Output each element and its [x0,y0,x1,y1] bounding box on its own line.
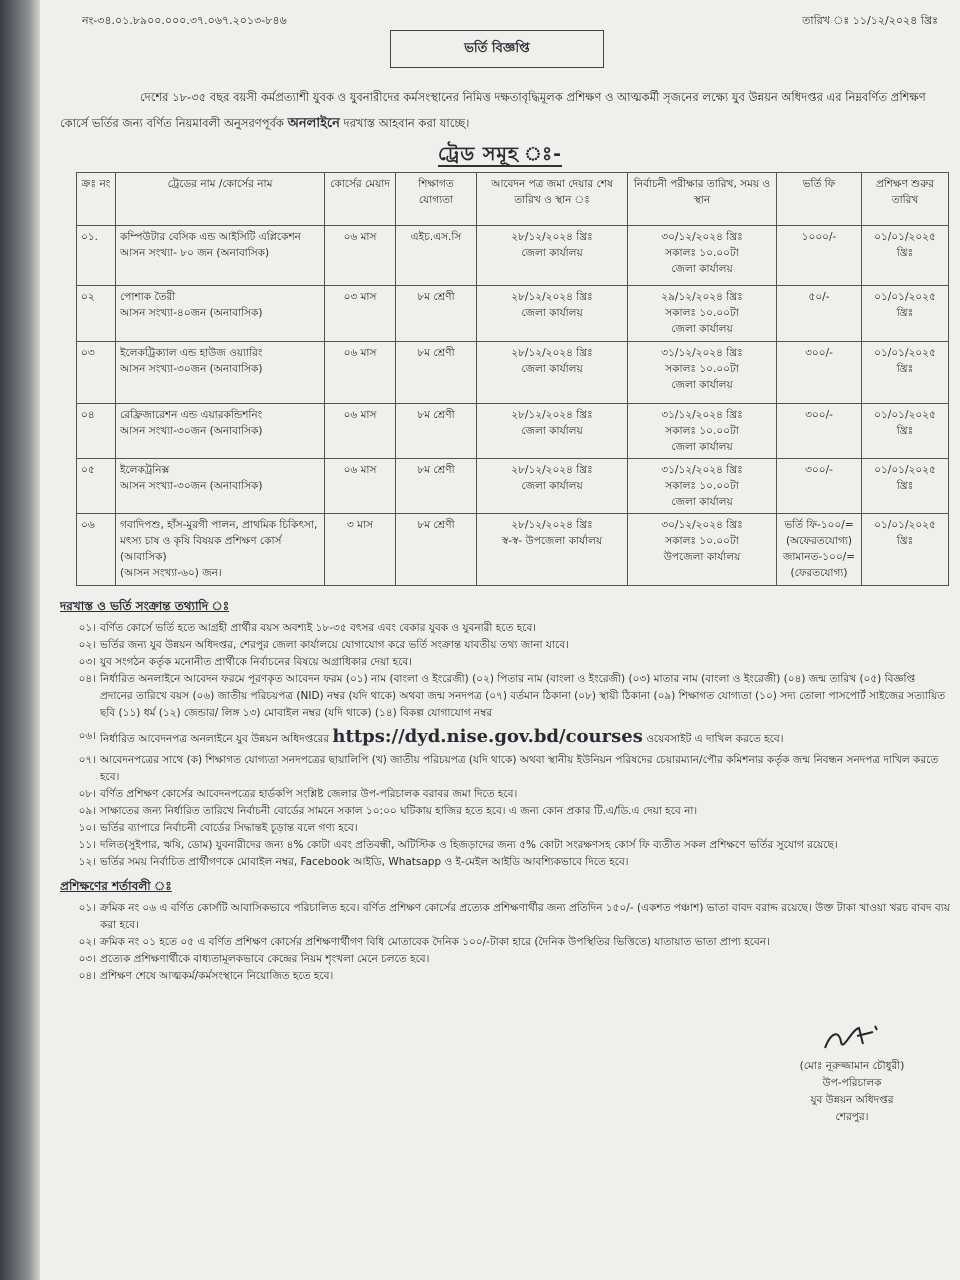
education-text: ৮ম শ্রেণী [417,409,455,421]
header-duration: কোর্সের মেয়াদ [325,173,396,226]
list-item [60,837,950,854]
course-name: ইলেকট্রিক্যাল এন্ড হাউজ ওয়্যারিং [120,347,263,359]
course-seats: আসন সংখ্যা- ৮০ জন (অনাবাসিক) [120,247,270,259]
info-list [60,620,950,722]
reference-number: নং-৩৪.০১.৮৯০০.০০০.৩৭.০৬৭.২০১৩-৮৪৬ [82,14,287,27]
exam-date: ৩১/১২/২০২৪ খ্রিঃ [661,347,743,359]
signature-block [762,1022,942,1126]
cell-serial [77,514,116,586]
cell-education [396,286,477,342]
duration-text: ৩ মাস [347,519,373,531]
list-item [60,968,950,985]
cell-apply [477,286,628,342]
signature-icon [817,1022,887,1056]
courses-url: https://dyd.nise.gov.bd/courses [332,726,643,747]
signatory-name: (মোঃ নূরুজ্জামান চৌধুরী) [799,1060,905,1072]
exam-place: জেলা কার্যালয় [671,441,733,453]
signatory-designation: উপ-পরিচালক [822,1077,882,1089]
list-item [60,728,950,748]
item-number: ০৪। [78,673,96,685]
apply-place: জেলা কার্যালয় [521,247,583,259]
education-text: ৮ম শ্রেণী [417,464,455,476]
cell-course [116,459,325,514]
header-serial: ক্রঃ নং [77,173,116,226]
fee-text: ৩০০/- [805,409,833,421]
header-exam: নির্বাচনী পরীক্ষার তারিখ, সময় ও স্থান [628,173,777,226]
exam-time: সকালঃ ১০.০০টা [665,363,739,375]
item-number: ১০। [78,822,96,834]
list-item [60,671,950,722]
cell-serial [77,404,116,459]
trade-heading [40,140,960,172]
item-text: যুব সংগঠন কর্তৃক মনোনীত প্রার্থীকে নির্বাচনের বিষয়ে অগ্রাধিকার দেয়া হবে। [100,656,413,668]
fee-text: ৫০/- [808,291,830,303]
apply-place: জেলা কার্যালয় [521,480,583,492]
item-text: ক্রমিক নং ০১ হতে ০৫ এ বর্ণিত প্রশিক্ষণ কোর্সের প্রশিক্ষণার্থীগণ বিধি মোতাবেক দৈনিক ১০০/-টাকা হারে (দৈনিক উপস্থিতির ভিত্তিতে) যাতায়াত ভাতা প্রাপ্য হবেন। [100,936,770,948]
cell-apply [477,404,628,459]
cell-education [396,459,477,514]
item-number: ০৩। [78,953,96,965]
start-date: ০১/০১/২০২৫ খ্রিঃ [874,464,936,492]
cell-duration [325,286,396,342]
course-seats: আসন সংখ্যা-৩০জন (অনাবাসিক) [120,480,263,492]
apply-place: স্ব-স্ব- উপজেলা কার্যালয় [501,535,603,547]
start-date: ০১/০১/২০২৫ খ্রিঃ [874,519,936,547]
serial-text: ০১. [81,231,98,243]
cell-course [116,404,325,459]
cell-apply [477,342,628,404]
course-seats: (আসন সংখ্যা-৬০) জন। [120,567,222,579]
duration-text: ০৬ মাস [343,231,377,243]
notice-date: তারিখ ঃ ১১/১২/২০২৪ খ্রিঃ [802,14,938,27]
exam-time: সকালঃ ১০.০০টা [665,307,739,319]
item-text: ক্রমিক নং ০৬ এ বর্ণিত কোর্সটি আবাসিকভাবে পরিচালিত হবে। বর্ণিত প্রশিক্ষণ কোর্সের প্রত্যেক প্রশিক্ষণার্থীর জন্য প্রতিদিন ১৫০/- (একশত পঞ্চাশ) ভাতা বাবদ বরাদ্দ রয়েছে। উক্ত টাকা খাওয়া খরচ বাবদ ব্যয় করা হবে। [100,902,950,931]
fee-text: ৩০০/- [805,464,833,476]
serial-text: ০৬ [81,519,95,531]
intro-text-before: দেশের ১৮-৩৫ বছর বয়সী কর্মপ্রত্যাশী যুবক ও যুবনারীদের কর্মসংস্থানের নিমিত্ত দক্ষতাবৃদ্ধিমূলক প্রশিক্ষণ ও আত্মকর্মী সৃজনের লক্ষ্যে যুব উন্নয়ন অধিদপ্তর এর নিম্নবর্ণিত প্রশিক্ষণ কোর্সে ভর্তির জন্য বর্ণিত নিয়মাবলী অনুসরণপূর্বক [60,90,926,130]
apply-place: জেলা কার্যালয় [521,363,583,375]
cell-education [396,226,477,286]
item-number: ০২। [78,639,96,651]
cell-exam [628,342,777,404]
cell-course [116,286,325,342]
exam-time: সকালঃ ১০.০০টা [665,425,739,437]
signatory-location: শেরপুর। [835,1111,869,1123]
education-text: এইচ.এস.সি [410,231,462,243]
intro-online: অনলাইনে [287,116,340,131]
education-text: ৮ম শ্রেণী [417,519,455,531]
cell-duration [325,404,396,459]
apply-date: ২৮/১২/২০২৪ খ্রিঃ [511,409,593,421]
cell-start [862,404,949,459]
item-text [100,728,950,748]
cell-fee [777,459,862,514]
list-item [60,786,950,803]
list-item [60,934,950,951]
cell-education [396,404,477,459]
cell-apply [477,459,628,514]
table-row [77,226,949,286]
cell-course [116,226,325,286]
item-text: সাক্ষাতের জন্য নির্ধারিত তারিখে নির্বাচনী বোর্ডের সামনে সকাল ১০:০০ ঘটিকায় হাজির হতে হবে। এ জন্য কোন প্রকার টি.এ/ডি.এ দেয়া হবে না। [100,805,698,817]
serial-text: ০৩ [81,347,95,359]
cell-exam [628,226,777,286]
list-item [60,752,950,786]
fee-note-2: (ফেরতযোগ্য) [790,567,848,579]
cell-duration [325,342,396,404]
item-number: ০৯। [78,805,96,817]
cell-fee [777,404,862,459]
exam-time: সকালঃ ১০.০০টা [665,247,739,259]
course-name: কম্পিউটার বেসিক এন্ড আইসিটি এপ্লিকেশন [120,231,301,243]
table-row [77,342,949,404]
apply-date: ২৮/১২/২০২৪ খ্রিঃ [511,231,593,243]
item-number: ০৬। [78,730,96,742]
item-text: আবেদনপত্রের সাথে (ক) শিক্ষাগত যোগ্যতা সনদপত্রের ছায়ালিপি (খ) জাতীয় পরিচয়পত্র (যদি থাকে) অথবা স্থানীয় ইউনিয়ন পরিষদের চেয়ারম্যান/পৌর কমিশনার কর্তৃক জন্ম নিবন্ধন সনদপত্র দাখিল করতে হবে। [100,754,939,783]
fee-text: ৩০০/- [805,347,833,359]
apply-place: জেলা কার্যালয় [521,425,583,437]
signatory-office: যুব উন্নয়ন অধিদপ্তর [810,1094,894,1106]
item-text: বর্ণিত কোর্সে ভর্তি হতে আগ্রহী প্রার্থীর বয়স অবশ্যই ১৮-৩৫ বৎসর এবং বেকার যুবক ও যুবনারী হতে হবে। [100,622,537,634]
apply-date: ২৮/১২/২০২৪ খ্রিঃ [511,464,593,476]
duration-text: ০৬ মাস [343,464,377,476]
photo-edge [0,0,40,1280]
intro-text-after: দরখাস্ত আহবান করা যাচ্ছে। [343,116,470,130]
course-name: ইলেকট্রনিক্স [120,464,170,476]
cell-exam [628,404,777,459]
cell-apply [477,514,628,586]
item-text: বর্ণিত প্রশিক্ষণ কোর্সের আবেদনপত্রের হার্ডকপি সংশ্লিষ্ট জেলার উপ-পরিচালক বরাবর জমা দিতে হবে। [100,788,518,800]
cell-fee [777,286,862,342]
serial-text: ০৪ [81,409,95,421]
info-item-url [60,728,950,748]
start-date: ০১/০১/২০২৫ খ্রিঃ [874,347,936,375]
cell-fee [777,514,862,586]
exam-place: জেলা কার্যালয় [671,323,733,335]
fee-text: ১০০০/- [801,231,837,243]
list-item [60,900,950,934]
cell-serial [77,342,116,404]
start-date: ০১/০১/২০২৫ খ্রিঃ [874,409,936,437]
cell-start [862,459,949,514]
item-number: ০৮। [78,788,96,800]
notice-title: ভর্তি বিজ্ঞপ্তি [390,30,604,68]
list-item [60,854,950,871]
education-text: ৮ম শ্রেণী [417,347,455,359]
exam-date: ৩০/১২/২০২৪ খ্রিঃ [661,231,743,243]
serial-text: ০৫ [81,464,95,476]
exam-place: উপজেলা কার্যালয় [663,551,741,563]
item-text: দলিত(সুইপার, ঋষি, ডোম) যুবনারীদের জন্য ৪% কোটা এবং প্রতিবন্ধী, অটিস্টিক ও হিজড়াদের জন্য ৫% কোটা সংরক্ষণসহ কোর্স ফি ব্যতীত সকল প্রশিক্ষণে ভর্তির সুযোগ রয়েছে। [100,839,838,851]
exam-date: ৩১/১২/২০২৪ খ্রিঃ [661,409,743,421]
fee-text: ভর্তি ফি-১০০/= [784,519,854,531]
url-before: নির্ধারিত আবেদনপত্র অনলাইনে যুব উন্নয়ন অধিদপ্তরের [100,733,330,745]
header-apply: আবেদন পত্র জমা দেয়ার শেষ তারিখ ও স্থান ঃ [477,173,628,226]
item-number: ০৪। [78,970,96,982]
item-number: ১২। [78,856,96,868]
cell-fee [777,226,862,286]
item-number: ০১। [78,902,96,914]
item-number: ০১। [78,622,96,634]
serial-text: ০২ [81,291,95,303]
list-item [60,951,950,968]
header-education: শিক্ষাগত যোগ্যতা [396,173,477,226]
exam-time: সকালঃ ১০.০০টা [665,480,739,492]
item-text: প্রত্যেক প্রশিক্ষণার্থীকে বাধ্যতামূলকভাবে কেন্দ্রের নিয়ম শৃংখলা মেনে চলতে হবে। [100,953,430,965]
table-row [77,404,949,459]
cell-exam [628,286,777,342]
cell-fee [777,342,862,404]
cell-serial [77,459,116,514]
list-item [60,637,950,654]
table-header-row [77,173,949,226]
item-number: ১১। [78,839,96,851]
fee-note: (অফেরতযোগ্য) জামানত-১০০/= [782,535,856,563]
trade-table [76,172,949,586]
item-text: ভর্তির জন্য যুব উন্নয়ন অধিদপ্তর, শেরপুর জেলা কার্যালয়ে যোগাযোগ করে ভর্তি সংক্রান্ত যাবতীয় তথ্য জানা যাবে। [100,639,569,651]
header-fee: ভর্তি ফি [777,173,862,226]
apply-place: জেলা কার্যালয় [521,307,583,319]
duration-text: ০৬ মাস [343,409,377,421]
cell-duration [325,226,396,286]
course-seats: আসন সংখ্যা-৩০জন (অনাবাসিক) [120,363,263,375]
intro-paragraph [60,84,940,137]
apply-date: ২৮/১২/২০২৪ খ্রিঃ [511,519,593,531]
item-number: ০৩। [78,656,96,668]
cell-duration [325,459,396,514]
duration-text: ০৩ মাস [343,291,377,303]
conditions-heading: প্রশিক্ষণের শর্তাবলী ঃ [60,879,172,893]
duration-text: ০৬ মাস [343,347,377,359]
cell-exam [628,514,777,586]
header-start: প্রশিক্ষণ শুরুর তারিখ [862,173,949,226]
info-heading: দরখাস্ত ও ভর্তি সংক্রান্ত তথ্যাদি ঃ [60,599,230,613]
list-item [60,654,950,671]
exam-place: জেলা কার্যালয় [671,263,733,275]
table-row [77,459,949,514]
cell-start [862,514,949,586]
exam-time: সকালঃ ১০.০০টা [665,535,739,547]
table-row [77,286,949,342]
table-row [77,514,949,586]
url-after: ওয়েবসাইট এ দাখিল করতে হবে। [646,733,784,745]
cell-education [396,342,477,404]
exam-place: জেলা কার্যালয় [671,496,733,508]
cell-course [116,514,325,586]
course-seats: আসন সংখ্যা-৪০জন (অনাবাসিক) [120,307,263,319]
education-text: ৮ম শ্রেণী [417,291,455,303]
cell-start [862,226,949,286]
exam-date: ৩১/১২/২০২৪ খ্রিঃ [661,464,743,476]
cell-start [862,286,949,342]
apply-date: ২৮/১২/২০২৪ খ্রিঃ [511,291,593,303]
exam-date: ৩০/১২/২০২৪ খ্রিঃ [661,519,743,531]
cell-course [116,342,325,404]
cell-serial [77,286,116,342]
item-text: প্রশিক্ষণ শেষে আত্মকর্ম/কর্মসংস্থানে নিয়োজিত হতে হবে। [100,970,334,982]
trade-heading-text: ট্রেড সমূহ ঃ- [438,143,562,165]
item-number: ০২। [78,936,96,948]
item-number: ০৭। [78,754,96,766]
apply-date: ২৮/১২/২০২৪ খ্রিঃ [511,347,593,359]
list-item [60,803,950,820]
item-text: ভর্তির সময় নির্বাচিত প্রার্থীগণকে মোবাইল নম্বর, Facebook আইডি, Whatsapp ও ই-মেইল আইডি আবশ্যিকভাবে দিতে হবে। [100,856,629,868]
list-item [60,620,950,637]
notice-page [40,0,960,1280]
course-name: পোশাক তৈরী [120,291,176,303]
header-course: ট্রেডের নাম /কোর্সের নাম [116,173,325,226]
cell-duration [325,514,396,586]
conditions-list [60,900,950,985]
cell-serial [77,226,116,286]
item-text: নির্ধারিত অনলাইনে আবেদন ফরমে পূরণকৃত আবেদন ফরম (০১) নাম (বাংলা ও ইংরেজী) (০২) পিতার নাম (বাংলা ও ইংরেজী) (০৩) মাতার নাম (বাংলা ও ইংরেজী) (০৪) জন্ম তারিখ (০৫) বিজ্ঞপ্তি প্রদানের তারিখে বয়স (০৬) জাতীয় পরিচয়পত্র (NID) নম্বর (যদি থাকে) অথবা জন্ম সনদপত্র (০৭) বর্তমান ঠিকানা (০৮) স্থায়ী ঠিকানা (০৯) শিক্ষাগত যোগ্যতা (১০) সদ্য তোলা পাসপোর্ট সাইজের সত্যায়িত ছবি (১১) ধর্ম (১২) জেন্ডার/ লিঙ্গ ১৩) মোবাইল নম্বর (যদি থাকে) (১৪) বিকল্প যোগাযোগ নম্বর [100,673,946,719]
cell-apply [477,226,628,286]
cell-education [396,514,477,586]
list-item [60,820,950,837]
cell-exam [628,459,777,514]
start-date: ০১/০১/২০২৫ খ্রিঃ [874,231,936,259]
exam-date: ২৯/১২/২০২৪ খ্রিঃ [661,291,743,303]
exam-place: জেলা কার্যালয় [671,379,733,391]
item-text: ভর্তির ব্যাপারে নির্বাচনী বোর্ডের সিদ্ধান্তই চূড়ান্ত বলে গণ্য হবে। [100,822,358,834]
start-date: ০১/০১/২০২৫ খ্রিঃ [874,291,936,319]
cell-start [862,342,949,404]
course-name: গবাদিপশু, হাঁস-মুরগী পালন, প্রাথমিক চিকিৎসা, মৎস্য চাষ ও কৃষি বিষয়ক প্রশিক্ষণ কোর্স (আবাসিক) [120,519,318,563]
info-list-b [60,752,950,871]
course-name: রেফ্রিজারেশন এন্ড এয়ারকন্ডিশনিং [120,409,263,421]
course-seats: আসন সংখ্যা-৩০জন (অনাবাসিক) [120,425,263,437]
